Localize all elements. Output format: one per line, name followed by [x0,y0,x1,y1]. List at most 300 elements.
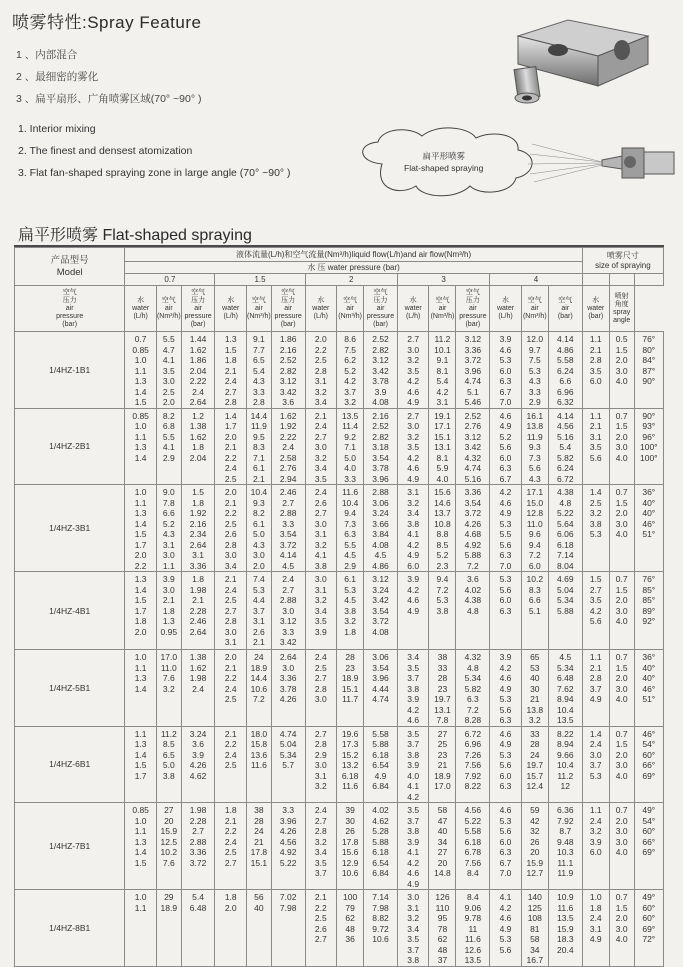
value: 8.2 [162,410,175,421]
value: 6.7 [499,386,512,397]
value-cell [305,408,337,485]
value: 9.4 [528,539,541,550]
value: 69° [642,847,656,857]
value: 5.04 [279,739,297,749]
value: 6.0 [499,770,512,781]
value: 2.2 [314,344,327,355]
value: 9.06 [464,902,482,913]
value: 2.8 [314,739,327,749]
value: 4.68 [464,529,482,539]
value: 6.1 [344,574,357,584]
value: 4.1 [407,529,420,539]
value: 3.84 [372,529,389,539]
value-cell [456,485,490,572]
value-cell [305,726,337,803]
feature-en-3: 3. Flat fan-shaped spraying zone in large angle (70° ~90° ) [18,167,291,179]
value: 6.96 [464,739,482,749]
water-pressure-header: 水 压 water pressure (bar) [125,262,582,274]
value: 4.3 [528,473,541,484]
value: 2.0 [224,487,237,497]
value: 40 [530,673,540,683]
value: 1.38 [189,652,207,662]
value-cell [125,890,157,967]
value: 6.3 [499,605,512,616]
value: 3.1 [314,376,327,386]
value-cell [125,803,157,890]
value: 56 [254,892,264,902]
table-row [15,485,664,572]
value: 11.0 [160,662,177,673]
value: 69° [642,923,656,934]
value: 20 [164,815,174,826]
value: 11.9 [250,421,267,431]
value: 3.9 [162,574,175,584]
value: 2.6 [314,923,327,934]
value: 100° [639,452,658,463]
value: 62 [345,913,355,923]
value: 4.2 [407,539,420,550]
value: 3.7 [589,760,602,770]
value: 1.8 [224,355,237,365]
value: 1.0 [134,355,147,365]
air-pressure-subheader: 空气 压力 air pressure (bar) [456,286,490,332]
value: 0.7 [615,652,628,662]
value: 0.7 [615,728,628,739]
value: 2.4 [224,463,237,473]
value-cell [521,332,548,409]
value: 1.5 [589,574,602,584]
water-subheader: 水 water (L/h) [490,286,522,332]
value: 5.88 [372,836,389,847]
value: 21 [530,694,540,704]
value: 2.1 [589,662,602,673]
value: 3.0 [314,760,327,770]
value: 25 [437,739,448,749]
value: 11.2 [434,334,451,344]
value: 3.0 [407,344,420,355]
value-cell [215,408,247,485]
value: 2.82 [372,344,389,355]
spray-angle-subheader: 喷射 角度 spray angle [609,286,634,332]
value: 4.44 [372,683,389,694]
value: 3.96 [372,473,389,484]
value: 4.2 [407,376,420,386]
value: 3.9 [499,334,512,344]
value-cell [490,572,522,650]
value: 10.1 [434,344,451,355]
value: 11.1 [557,857,574,868]
value: 5.82 [557,452,574,463]
pressure-header: 4 [490,274,583,286]
value: 3.9 [407,836,420,847]
value-cell [271,485,305,572]
value: 8.6 [344,334,357,344]
value: 7.26 [464,749,482,760]
value: 2.8 [589,355,602,365]
value: 96° [642,431,656,442]
value: 15.7 [526,770,544,781]
value: 14.6 [434,497,451,508]
air-pressure-subheader: 空气 压力 air pressure (bar) [364,286,398,332]
value: 2.04 [189,365,207,376]
model-cell: 1/4HZ-8B1 [15,890,125,967]
value: 9.1 [252,334,265,344]
value: 2.4 [192,683,204,694]
value: 4.0 [615,770,628,781]
value: 34 [437,836,448,847]
value: 76° [642,574,656,584]
value: 2.6 [224,529,237,539]
value: 1.3 [134,739,147,749]
value: 2.4 [282,574,295,584]
value: 17.0 [434,781,451,791]
value: 6.18 [372,847,389,857]
value: 3.8 [407,683,420,694]
value: 5.34 [557,595,574,605]
value: 7.14 [372,892,389,902]
value-cell [247,890,272,967]
value: 10.4 [557,704,574,715]
value: 6.6 [559,376,572,386]
value-cell [490,332,522,409]
value: 2.46 [189,616,207,626]
value: 2.7 [589,584,602,595]
value: 1.1 [134,728,147,739]
value-cell [634,650,663,727]
value: 3.6 [466,574,479,584]
value: 2.2 [134,560,147,571]
value: 12.9 [341,857,359,868]
air-subheader: 空气 air (Nm³/h) [247,286,272,332]
value: 3.2 [314,386,327,397]
value: 81 [530,923,540,934]
value: 3.7 [252,605,265,616]
value: 87° [642,365,656,376]
value: 5.28 [372,826,389,836]
value: 3.42 [372,595,389,605]
value: 3.2 [344,616,357,626]
value: 2.0 [134,550,147,560]
value: 4.56 [557,421,574,431]
value-cell [156,485,181,572]
value: 11.6 [557,902,574,913]
value: 1.0 [134,421,147,431]
value: 0.7 [615,574,628,584]
value: 18.9 [250,662,268,673]
value-cell [582,650,609,727]
value-cell [215,803,247,890]
value: 3.54 [279,529,297,539]
value: 16.1 [526,410,544,421]
value: 5.2 [499,431,512,442]
value: 7.92 [464,770,482,781]
value: 1.0 [134,892,147,902]
value: 9.6 [528,529,541,539]
value: 1.44 [189,334,207,344]
value: 0.95 [160,626,178,637]
value-cell [181,726,215,803]
value-cell [609,726,634,803]
value: 5.22 [279,857,297,868]
value: 5.16 [557,431,574,442]
value: 0.85 [132,805,149,815]
value: 89° [642,605,656,616]
value: 1.38 [189,421,207,431]
value: 2.7 [314,815,327,826]
value: 4.6 [499,410,512,421]
value: 7.2 [436,584,449,595]
value: 7.62 [557,683,574,694]
value-cell [490,726,522,803]
value: 3.8 [407,749,420,760]
value-cell [397,332,429,409]
value: 49° [642,892,656,902]
value: 5.64 [557,518,574,529]
value: 11.2 [557,770,574,781]
value: 5.34 [557,662,574,673]
value-cell [521,726,548,803]
value: 33 [437,662,448,673]
value: 3.7 [407,673,420,683]
value: 6.2 [344,355,357,365]
value: 7.5 [344,344,357,355]
value: 6.3 [499,463,512,473]
value: 11.4 [342,421,359,431]
value: 3.72 [372,616,389,626]
value: 2.1 [589,421,602,431]
value: 21 [437,760,448,770]
value: 3.06 [372,497,389,508]
value-cell [156,332,181,409]
value: 6.6 [528,595,541,605]
value: 3.5 [162,365,175,376]
value: 3.0 [615,923,628,934]
value: 1.8 [589,902,602,913]
model-cell: 1/4HZ-5B1 [15,650,125,727]
value: 4.2 [344,376,357,386]
value: 32 [530,826,540,836]
value: 2.1 [224,497,237,508]
value: 2.0 [615,749,628,760]
value: 85° [642,584,656,595]
value: 2.52 [279,355,297,365]
value: 2.4 [314,421,327,431]
value: 84° [642,355,656,365]
value: 12.4 [526,781,544,791]
value: 24 [254,826,264,836]
value: 2.9 [528,397,541,407]
value: 3.6 [282,397,295,407]
value: 3.8 [436,605,449,616]
value: 3.7 [407,815,420,826]
value: 3.9 [407,574,420,584]
value-cell [609,332,634,409]
value: 18.9 [341,673,359,683]
value: 92° [642,616,656,626]
value-cell [397,485,429,572]
value-cell [582,332,609,409]
value: 17.3 [341,739,359,749]
value: 8.5 [162,739,175,749]
value: 3.1 [162,539,175,550]
value: 2.8 [314,365,327,376]
value: 3.54 [372,605,389,616]
model-cell: 1/4HZ-6B1 [15,726,125,803]
value: 1.8 [162,605,175,616]
value: 2.4 [314,805,327,815]
value: 0.5 [615,334,628,344]
value: 3.7 [314,868,327,878]
value: 12.6 [464,944,482,955]
value-cell [397,408,429,485]
value: 4.0 [436,473,449,484]
value: 3.5 [407,934,420,944]
value: 1.8 [224,892,237,902]
value: 4.3 [162,529,175,539]
value-cell [634,408,663,485]
value: 1.4 [589,487,602,497]
value-cell [609,408,634,485]
value: 8.04 [557,560,574,571]
spray-size-spacer [609,274,634,286]
value: 1.7 [134,539,147,550]
value: 5.7 [282,760,295,770]
value-cell [271,332,305,409]
value-cell [634,726,663,803]
value: 2.5 [314,913,327,923]
value: 6.0 [589,847,602,857]
value-cell [634,803,663,890]
value: 4.6 [407,595,420,605]
value: 8.8 [436,529,449,539]
value-cell [271,572,305,650]
value-cell [429,332,456,409]
value: 2.1 [252,637,265,647]
value: 27 [437,728,448,739]
value: 3.0 [407,892,420,902]
value: 5.46 [464,397,482,407]
value: 9.7 [528,344,541,355]
value-cell [125,650,157,727]
value: 3.36 [464,344,482,355]
value: 3.54 [372,452,389,463]
value: 2.82 [372,431,389,442]
value: 3.36 [464,487,482,497]
value: 4.3 [252,376,265,386]
value: 2.0 [615,673,628,683]
value: 4.9 [407,397,420,407]
water-subheader: 水 water (L/h) [305,286,337,332]
value-cell [456,572,490,650]
value: 3.5 [589,595,602,605]
value: 7.0 [499,560,512,571]
value: 3.4 [314,397,327,407]
value: 14.4 [250,410,268,421]
value: 13.1 [434,442,451,452]
value: 1.4 [134,386,147,397]
value: 2.7 [224,386,237,397]
value: 13.8 [526,704,544,715]
value: 3.54 [464,497,482,508]
value: 2.0 [134,626,147,637]
value: 4.92 [279,847,297,857]
value: 1.5 [134,529,147,539]
value: 3.0 [615,760,628,770]
value: 13.5 [464,955,482,965]
value: 5.3 [499,749,512,760]
value: 2.5 [224,760,237,770]
value: 58 [530,934,540,944]
value: 6.72 [557,473,574,484]
value: 15.9 [526,857,544,868]
value-cell [125,332,157,409]
value: 7.92 [557,815,574,826]
value: 3.5 [407,805,420,815]
value: 2.0 [162,397,175,407]
value: 4.74 [464,463,482,473]
value: 2.4 [589,913,602,923]
value: 4.1 [407,847,420,857]
value-cell [364,803,398,890]
value: 2.22 [279,431,297,442]
value: 4.2 [436,386,449,397]
value: 4.14 [279,550,297,560]
value: 4.08 [372,626,389,637]
value: 1.86 [279,334,297,344]
value: 3.0 [615,518,628,529]
value: 2.7 [224,605,237,616]
air-subheader: 空气 air (Nm³/h) [521,286,548,332]
value: 3.1 [192,550,204,560]
value: 3.18 [372,442,389,452]
value: 3.0 [162,550,175,560]
air-pressure-subheader: 空气 压力 air pressure (bar) [181,286,215,332]
value: 9.0 [162,487,175,497]
value: 6.7 [499,473,512,484]
value: 20 [530,847,540,857]
value: 3.7 [344,386,357,397]
value: 5.3 [344,584,357,595]
value: 17.1 [526,487,544,497]
value-cell [305,650,337,727]
value-cell [582,890,609,967]
value: 1.5 [224,344,237,355]
value-cell [609,572,634,650]
value-cell [181,485,215,572]
value-cell [429,890,456,967]
value: 6.18 [557,539,574,550]
feature-list-cn [16,44,201,110]
table-row [15,726,664,803]
value-cell [125,485,157,572]
value: 3.7 [589,683,602,694]
value: 7.2 [466,704,479,715]
value: 6.36 [557,805,574,815]
value: 3.0 [407,421,420,431]
value: 3.4 [407,652,420,662]
value: 69° [642,770,656,781]
spray-size-spacer [634,274,663,286]
value: 1.8 [224,805,237,815]
value-cell [521,485,548,572]
value: 1.8 [192,574,204,584]
value: 3.6 [192,739,204,749]
value: 15.6 [341,847,359,857]
value: 3.2 [528,715,541,725]
value: 5.1 [466,386,479,397]
value: 1.4 [589,728,602,739]
value: 3.5 [314,473,327,484]
